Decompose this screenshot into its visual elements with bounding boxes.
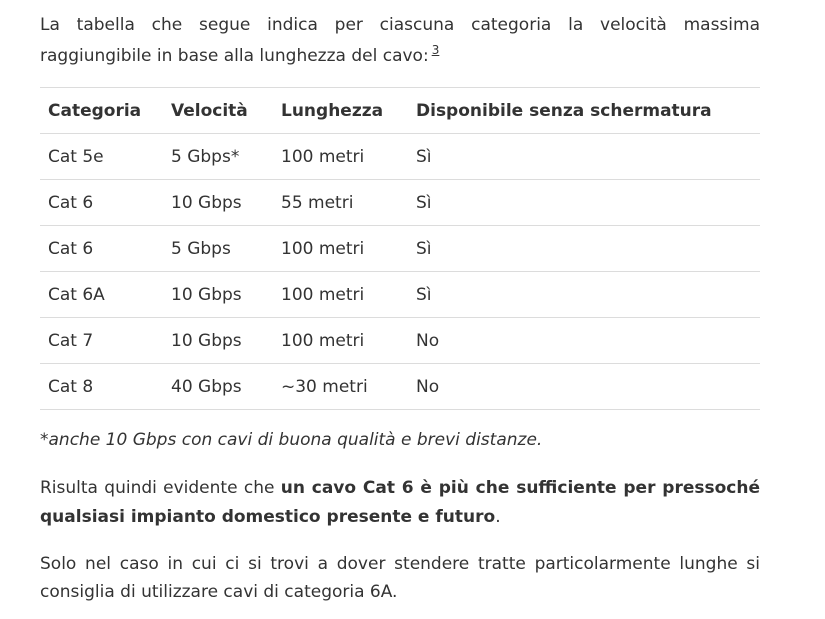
footnote-link[interactable]: 3 <box>431 43 440 57</box>
table-header-row <box>40 88 760 134</box>
cell-velocita: 10 Gbps <box>163 272 273 318</box>
table-footnote: *anche 10 Gbps con cavi di buona qualità e brevi distanze. <box>40 430 543 450</box>
table-row <box>40 226 760 272</box>
header-categoria: Categoria <box>40 88 163 134</box>
cell-schermatura: No <box>408 318 760 364</box>
header-velocita: Velocità <box>163 88 273 134</box>
cell-schermatura: Sì <box>408 180 760 226</box>
intro-text: La tabella che segue indica per ciascuna categoria la velocità massima raggiungibile in base alla lunghezza del cavo: <box>40 15 760 66</box>
conclusion-paragraph <box>40 474 760 532</box>
cell-velocita: 10 Gbps <box>163 318 273 364</box>
conclusion-highlight: un cavo Cat 6 è più che sufficiente per pressoché qualsiasi impianto domestico presente e futuro <box>40 478 761 527</box>
cell-schermatura: Sì <box>408 226 760 272</box>
cell-lunghezza: ~30 metri <box>273 364 408 410</box>
cell-categoria: Cat 6 <box>40 226 163 272</box>
header-schermatura: Disponibile senza schermatura <box>408 88 760 134</box>
cell-lunghezza: 100 metri <box>273 134 408 180</box>
cell-schermatura: Sì <box>408 272 760 318</box>
cell-velocita: 10 Gbps <box>163 180 273 226</box>
cell-schermatura: No <box>408 364 760 410</box>
conclusion-text: Risulta quindi evidente che <box>40 478 281 498</box>
cell-lunghezza: 100 metri <box>273 226 408 272</box>
cell-lunghezza: 100 metri <box>273 318 408 364</box>
table-row <box>40 272 760 318</box>
cell-categoria: Cat 8 <box>40 364 163 410</box>
table-row <box>40 364 760 410</box>
cell-velocita: 40 Gbps <box>163 364 273 410</box>
advice-paragraph: Solo nel caso in cui ci si trovi a dover stendere tratte particolarmente lunghe si consiglia di utilizzare cavi di categoria 6A. <box>40 554 760 602</box>
cell-categoria: Cat 6 <box>40 180 163 226</box>
cell-velocita: 5 Gbps <box>163 226 273 272</box>
cable-category-table <box>40 87 760 410</box>
cell-categoria: Cat 5e <box>40 134 163 180</box>
table-row <box>40 180 760 226</box>
table-row <box>40 318 760 364</box>
cell-lunghezza: 100 metri <box>273 272 408 318</box>
header-lunghezza: Lunghezza <box>273 88 408 134</box>
table-row <box>40 134 760 180</box>
intro-paragraph <box>40 10 760 72</box>
conclusion-end: . <box>495 507 501 527</box>
cell-velocita: 5 Gbps* <box>163 134 273 180</box>
cell-lunghezza: 55 metri <box>273 180 408 226</box>
cell-categoria: Cat 7 <box>40 318 163 364</box>
cell-schermatura: Sì <box>408 134 760 180</box>
cell-categoria: Cat 6A <box>40 272 163 318</box>
